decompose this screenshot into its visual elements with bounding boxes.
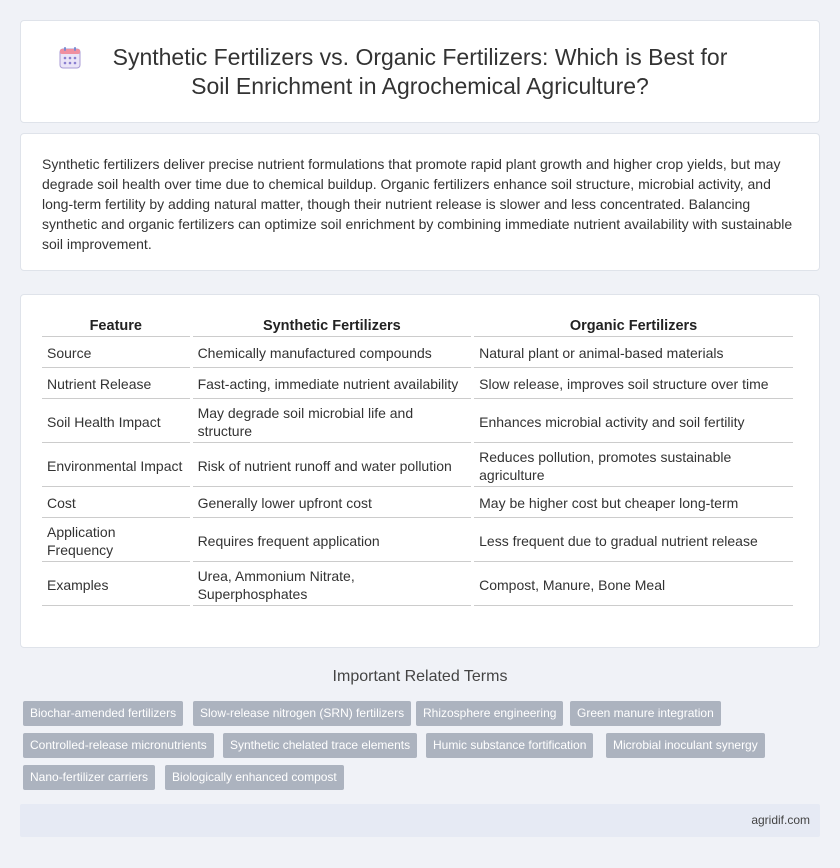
table-header-row — [42, 314, 793, 337]
table-cell: May degrade soil microbial life and structure — [193, 401, 472, 443]
table-cell: Generally lower upfront cost — [193, 489, 472, 518]
intro-card — [20, 133, 820, 271]
related-term-tag[interactable]: Nano-fertilizer carriers — [23, 765, 155, 790]
header-feature: Feature — [42, 314, 190, 337]
table-cell: Reduces pollution, promotes sustainable agriculture — [474, 445, 793, 487]
table-cell: May be higher cost but cheaper long-term — [474, 489, 793, 518]
related-term-tag[interactable]: Biologically enhanced compost — [165, 765, 344, 790]
table-row — [42, 445, 793, 487]
table-cell: Application Frequency — [42, 520, 190, 562]
table-row — [42, 564, 793, 606]
related-term-tag[interactable]: Humic substance fortification — [426, 733, 593, 758]
table-cell: Urea, Ammonium Nitrate, Superphosphates — [193, 564, 472, 606]
table-cell: Risk of nutrient runoff and water pollution — [193, 445, 472, 487]
related-term-tag[interactable]: Slow-release nitrogen (SRN) fertilizers — [193, 701, 411, 726]
table-cell: Chemically manufactured compounds — [193, 339, 472, 368]
table-cell: Examples — [42, 564, 190, 606]
table-cell: Source — [42, 339, 190, 368]
table-cell: Natural plant or animal-based materials — [474, 339, 793, 368]
table-row — [42, 370, 793, 399]
related-term-tag[interactable]: Microbial inoculant synergy — [606, 733, 765, 758]
header-synthetic: Synthetic Fertilizers — [193, 314, 472, 337]
table-cell: Compost, Manure, Bone Meal — [474, 564, 793, 606]
related-term-tag[interactable]: Biochar-amended fertilizers — [23, 701, 183, 726]
table-cell: Slow release, improves soil structure over time — [474, 370, 793, 399]
comparison-table — [39, 312, 796, 608]
related-term-tag[interactable]: Controlled-release micronutrients — [23, 733, 214, 758]
header-organic: Organic Fertilizers — [474, 314, 793, 337]
table-cell: Nutrient Release — [42, 370, 190, 399]
comparison-table-card — [20, 294, 820, 648]
table-row — [42, 520, 793, 562]
intro-paragraph: Synthetic fertilizers deliver precise nutrient formulations that promote rapid plant growth and higher crop yields, but may degrade soil health over time due to chemical buildup. Organic fertilizers enhance soil structure, microbial activity, and long-term fertility by adding natural matter, though their nutrient release is slower and less concentrated. Balancing synthetic and organic fertilizers can optimize soil enrichment by combining immediate nutrient availability with sustainable soil improvement. — [42, 156, 793, 252]
table-cell: Soil Health Impact — [42, 401, 190, 443]
header-card — [20, 20, 820, 123]
table-cell: Requires frequent application — [193, 520, 472, 562]
table-cell: Enhances microbial activity and soil fertility — [474, 401, 793, 443]
table-row — [42, 401, 793, 443]
footer-site-link[interactable]: agridif.com — [751, 813, 810, 827]
related-term-tag[interactable]: Rhizosphere engineering — [416, 701, 563, 726]
table-cell: Cost — [42, 489, 190, 518]
table-row — [42, 339, 793, 368]
related-terms-title: Important Related Terms — [332, 668, 508, 685]
table-cell: Less frequent due to gradual nutrient release — [474, 520, 793, 562]
table-cell: Fast-acting, immediate nutrient availability — [193, 370, 472, 399]
footer — [20, 804, 820, 837]
table-row — [42, 489, 793, 518]
table-cell: Environmental Impact — [42, 445, 190, 487]
related-term-tag[interactable]: Synthetic chelated trace elements — [223, 733, 417, 758]
page-title: Synthetic Fertilizers vs. Organic Fertilizers: Which is Best for Soil Enrichment in Agrochemical Agriculture? — [112, 43, 728, 99]
related-term-tag[interactable]: Green manure integration — [570, 701, 721, 726]
